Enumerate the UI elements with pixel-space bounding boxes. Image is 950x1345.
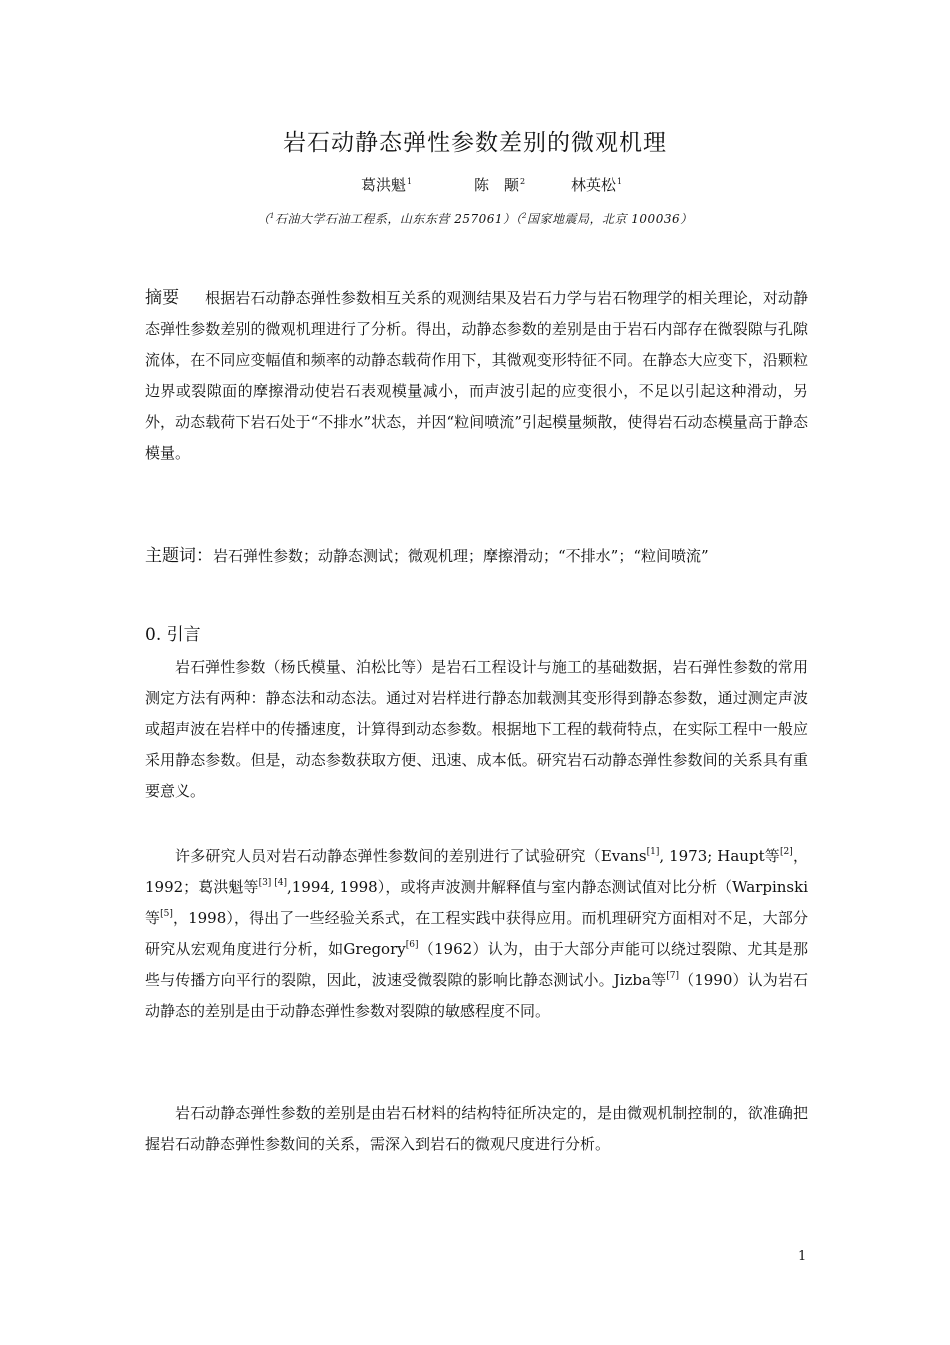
page-number: 1 [798, 1249, 807, 1264]
affil-1-mark: 1 [269, 212, 275, 220]
author-2-affil-mark: 2 [520, 177, 526, 186]
intro-paragraph-2 [145, 841, 808, 1027]
p2-text-3: ，1992；葛洪魁等 [145, 847, 808, 896]
author-list [0, 174, 950, 194]
author-2 [474, 174, 525, 195]
citation-7[interactable]: [7] [666, 971, 679, 981]
p2-text-6: （1962）认为，由于大部分声能可以绕过裂隙、尤其是那些与传播方向平行的裂隙，因此，波速受微裂隙的影响比静态测试小。Jizba等 [145, 940, 808, 989]
keywords-label: 主题词： [145, 546, 213, 566]
affil-open: （ [257, 212, 270, 226]
author-1-affil-mark: 1 [407, 177, 413, 186]
affil-2-mark: 2 [522, 212, 527, 220]
citation-1[interactable]: [1] [646, 847, 660, 857]
affiliations [0, 210, 950, 227]
p2-text-5: ，1998），得出了一些经验关系式，在工程实践中获得应用。而机理研究方面相对不足，大部分研究从宏观角度进行分析，如Gregory [145, 909, 808, 958]
keywords [145, 541, 808, 572]
author-1 [361, 174, 412, 195]
keywords-text: 岩石弹性参数；动静态测试；微观机理；摩擦滑动；“不排水”；“粒间喷流” [213, 547, 709, 565]
p2-text-1: 许多研究人员对岩石动静态弹性参数间的差别进行了试验研究（Evans [175, 847, 647, 865]
author-3-affil-mark: 1 [617, 177, 623, 186]
intro-paragraph-3: 岩石动静态弹性参数的差别是由岩石材料的结构特征所决定的，是由微观机制控制的，欲准确把握岩石动静态弹性参数间的关系，需深入到岩石的微观尺度进行分析。 [145, 1104, 808, 1153]
author-3 [571, 174, 622, 195]
p2-text-7: （1990）认为岩石动静态的差别是由于动静态弹性参数对裂隙的敏感程度不同。 [145, 971, 808, 1020]
citation-3-4[interactable]: [3] [4] [258, 878, 287, 888]
citation-6[interactable]: [6] [405, 940, 419, 950]
author-2-name: 陈 颙 [474, 176, 520, 194]
paper-title: 岩石动静态弹性参数差别的微观机理 [283, 130, 667, 156]
p2-text-4: ,1994, 1998），或将声波测井解释值与室内静态测试值对比分析（Warpinski等 [145, 878, 808, 927]
intro-paragraph-1: 岩石弹性参数（杨氏模量、泊松比等）是岩石工程设计与施工的基础数据，岩石弹性参数的常用测定方法有两种：静态法和动态法。通过对岩样进行静态加载测其变形得到静态参数，通过测定声波或超声波在岩样中的传播速度，计算得到动态参数。根据地下工程的载荷特点，在实际工程中一般应采用静态参数。但是，动态参数获取方便、迅速、成本低。研究岩石动静态弹性参数间的关系具有重要意义。 [145, 658, 808, 800]
affil-1-text: 石油大学石油工程系，山东东营 257061）（ [274, 212, 522, 226]
abstract-label: 摘要 [145, 288, 180, 308]
abstract-text: 根据岩石动静态弹性参数相互关系的观测结果及岩石力学与岩石物理学的相关理论，对动静态弹性参数差别的微观机理进行了分析。得出，动静态参数的差别是由于岩石内部存在微裂隙与孔隙流体，在不同应变幅值和频率的动静态载荷作用下，其微观变形特征不同。在静态大应变下，沿颗粒边界或裂隙面的摩擦滑动使岩石表观模量减小，而声波引起的应变很小，不足以引起这种滑动，另外，动态载荷下岩石处于“不排水”状态，并因“粒间喷流”引起模量频散，使得岩石动态模量高于静态模量。 [145, 289, 808, 462]
author-1-name: 葛洪魁 [361, 176, 407, 194]
author-3-name: 林英松 [571, 176, 617, 194]
section-heading: 0. 引言 [145, 625, 201, 645]
affil-2-text: 国家地震局，北京 100036） [526, 212, 693, 226]
citation-2[interactable]: [2] [780, 847, 793, 857]
p2-text-2: , 1973; Haupt等 [659, 847, 781, 865]
abstract [145, 283, 808, 469]
citation-5[interactable]: [5] [160, 909, 173, 919]
